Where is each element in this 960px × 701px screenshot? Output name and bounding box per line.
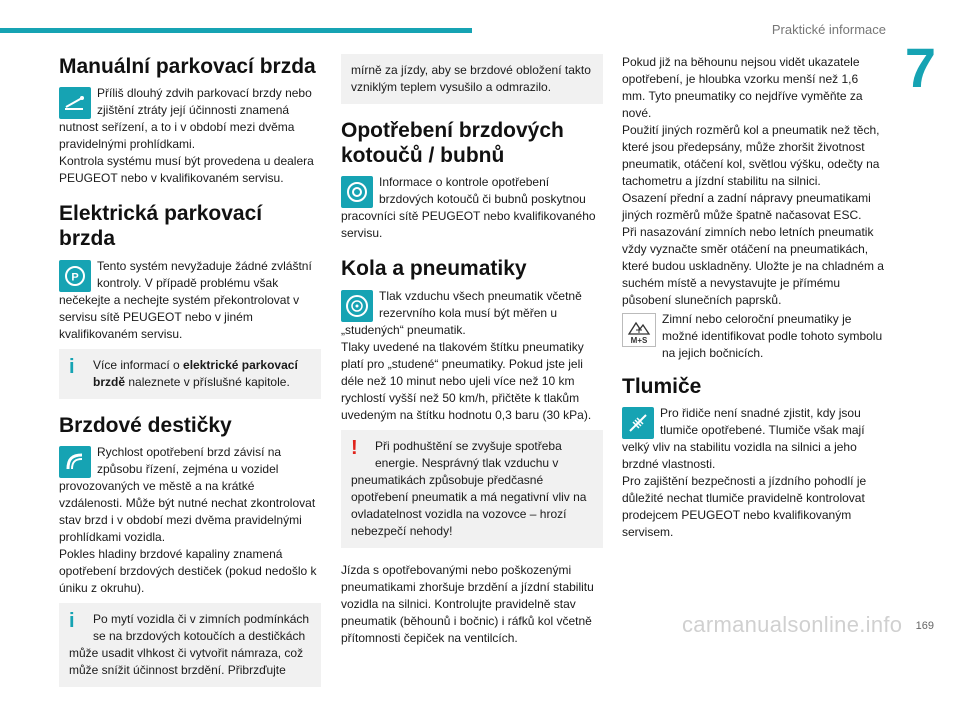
watermark: carmanualsonline.info <box>682 612 903 637</box>
wheels-text-2: Tlaky uvedené na tlakovém štítku pneumatiky platí pro „studené“ pneumatiky. Pokud jste jeli déle než 10 minut nebo ujeli více než 10 km rychlostí vyšší než 50 km/h, přičtěte k tlakům uvedeným na štítku hodnotu 0,3 baru (30 kPa). <box>341 339 592 422</box>
section-brake-pads <box>59 413 321 687</box>
info-note-electric-brake <box>59 349 321 399</box>
wheels-text-1: Tlak vzduchu všech pneumatik včetně rezervního kola musí být měřen u „studených“ pneumatik. <box>341 288 582 337</box>
electric-parking-brake-icon <box>59 260 91 292</box>
chapter-number: 7 <box>904 36 936 99</box>
manual-brake-text-2: Kontrola systému musí být provedena u dealera PEUGEOT nebo v kvalifikovaném servisu. <box>59 154 314 186</box>
page-number: 169 <box>915 620 934 632</box>
brake-disc-icon <box>341 176 373 208</box>
info-icon: i <box>69 355 75 378</box>
mountain-snowflake-ms-icon <box>622 313 656 347</box>
note-text-bold: elektrické parkovací brzdě <box>93 357 298 389</box>
heading-manual-parking-brake: Manuální parkovací brzda <box>59 55 316 78</box>
heading-wheels-tyres: Kola a pneumatiky <box>341 257 527 281</box>
heading-electric-parking-brake: Elektrická parkovací brzda <box>59 202 263 251</box>
tyres-text-3: Osazení přední a zadní nápravy pneumatikami jiných rozměrů může špatně načasovat ESC. <box>622 191 871 222</box>
brake-pads-note: Po mytí vozidla či v zimních podmínkách se na brzdových kotoučích a destičkách může usadit vlhkost či vytvořit námraza, což může snížit účinnost brzdění. Přibrzďujte <box>69 611 310 677</box>
manual-brake-text-1: Příliš dlouhý zdvih parkovací brzdy nebo zjištění ztráty její účinnosti znamená nutnost seřízení, a to i v období mezi dvěma pravidelnými prohlídkami. <box>59 86 312 152</box>
column-middle <box>341 54 603 661</box>
warning-note-tyre-pressure <box>341 430 603 548</box>
tyres-text-2: Použití jiných rozměrů kol a pneumatik než těch, které jsou předepsány, může zhoršit životnost pneumatik, otáčení kol, světlou výšku, odečty na tachometru a jízdní stabilitu na silnici. <box>622 123 880 188</box>
tyre-icon <box>341 290 373 322</box>
warning-text: Při podhuštění se zvyšuje spotřeba energie. Nesprávný tlak vzduchu v pneumatikách způsobuje předčasné opotřebení pneumatik a má negativní vliv na ovladatelnost vozidla na vozovce – hrozí nebezpečí nehody! <box>351 438 587 538</box>
section-shock-absorbers <box>622 374 884 541</box>
section-brake-discs <box>341 118 603 242</box>
info-note-continued: mírně za jízdy, aby se brzdové obložení takto vzniklým teplem vysušilo a odmrazilo. <box>341 54 603 104</box>
brake-pads-text-2: Pokles hladiny brzdové kapaliny znamená opotřebení brzdových destiček (pokud nedošlo k úniku z okruhu). <box>59 546 317 595</box>
shock-absorber-icon <box>622 407 654 439</box>
ms-label: M+S <box>630 336 648 345</box>
svg-text:P: P <box>71 271 79 284</box>
section-electric-parking-brake <box>59 201 321 398</box>
brake-pads-icon <box>59 446 91 478</box>
tyres-text-5: Zimní nebo celoroční pneumatiky je možné identifikovat podle tohoto symbolu na jejich bočnicích. <box>662 312 883 360</box>
heading-brake-pads: Brzdové destičky <box>59 413 232 437</box>
header-title: Praktické informace <box>771 22 886 37</box>
note-text-pre: Více informací o <box>93 357 184 372</box>
brake-pads-text-1: Rychlost opotřebení brzd závisí na způsobu řízení, zejména u vozidel provozovaných ve městě a na krátké vzdálenosti. Může být nutné nechat zkontrolovat stav brzd i v období mezi dvěma pravidelnými prohlídkami vozidla. <box>59 444 316 544</box>
header-bar <box>0 28 472 33</box>
warning-icon: ! <box>351 436 358 459</box>
info-icon: i <box>69 609 75 632</box>
tyres-text-1: Pokud již na běhounu nejsou vidět ukazatele opotřebení, je hloubka vzorku menší než 1,6 mm. Tyto pneumatiky co nejdříve vyměňte za nové. <box>622 55 863 120</box>
heading-brake-discs: Opotřebení brzdových kotoučů / bubnů <box>341 119 564 168</box>
shock-text-1: Pro řidiče není snadné zjistit, kdy jsou tlumiče opotřebené. Tlumiče však mají velký vliv na stabilitu vozidla na silnici a jeho brzdné vlastnosti. <box>622 406 865 472</box>
parking-lever-icon <box>59 87 91 119</box>
tyres-text-4: Při nasazování zimních nebo letních pneumatik vždy vyznačte směr otáčení na pneumatikách, které budou uskladněny. Uložte je na chladném a suchém místě a nevystavujte je přímému působení slunečních paprsků. <box>622 225 884 307</box>
info-note-brake-pads <box>59 603 321 687</box>
section-wheels-tyres <box>341 256 603 646</box>
column-left <box>59 54 321 701</box>
ms-block <box>622 311 884 362</box>
wheels-text-3: Jízda s opotřebovanými nebo poškozenými pneumatikami zhoršuje brzdění a jízdní stabilitu vozidla na silnici. Kontrolujte pravidelně stav pneumatik (běhounů i bočnic) i ráfků kol včetně přítomnosti čepiček na ventilcích. <box>341 562 594 645</box>
brake-discs-text: Informace o kontrole opotřebení brzdových kotoučů či bubnů poskytnou pracovníci sítě PEUGEOT nebo kvalifikovaného servisu. <box>341 175 596 241</box>
shock-text-2: Pro zajištění bezpečnosti a jízdního pohodlí je důležité nechat tlumiče pravidelně kontrolovat prodejcem PEUGEOT nebo kvalifikovaným servisem. <box>622 474 867 540</box>
column-right <box>622 54 884 555</box>
electric-brake-text: Tento systém nevyžaduje žádné zvláštní kontroly. V případě problému však nečekejte a nechejte systém překontrolovat v servisu sítě PEUGEOT nebo v jiném kvalifikovaném servisu. <box>59 258 312 341</box>
section-manual-parking-brake <box>59 54 321 187</box>
heading-shock-absorbers: Tlumiče <box>622 375 702 398</box>
note-text-post: naleznete v příslušné kapitole. <box>125 374 290 389</box>
